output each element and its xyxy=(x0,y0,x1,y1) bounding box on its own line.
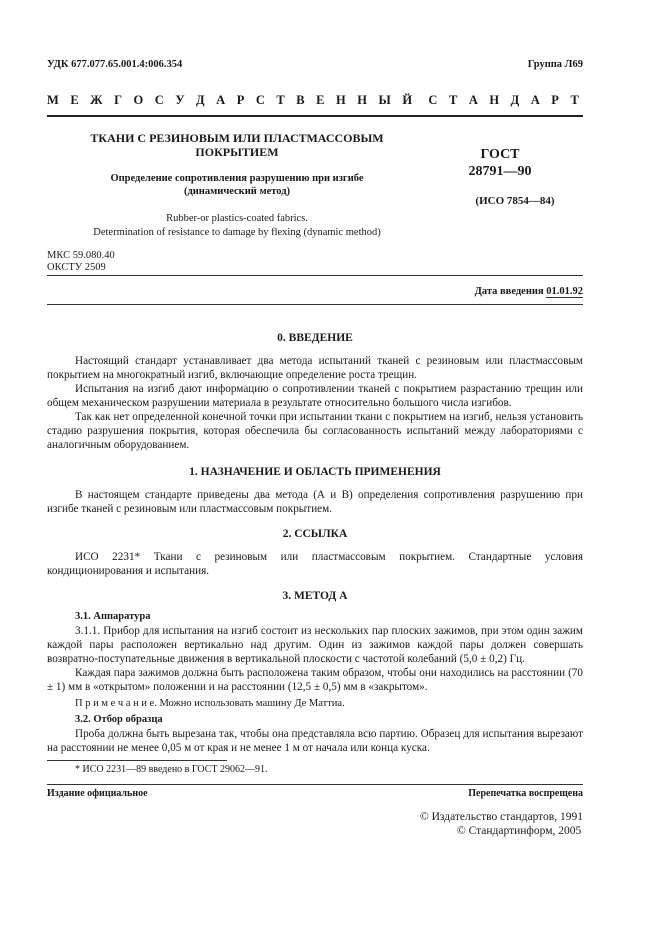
reprint-forbidden: Перепечатка воспрещена xyxy=(468,788,583,799)
section-0-title: 0. ВВЕДЕНИЕ xyxy=(277,332,353,344)
method-note xyxy=(47,697,583,711)
banner-interstate: М Е Ж Г О С У Д А Р С Т В Е Н Н Ы Й xyxy=(47,93,417,107)
header-rule xyxy=(47,115,583,117)
banner-standard: С Т А Н Д А Р Т xyxy=(428,93,583,107)
gost-block xyxy=(420,146,580,180)
title-line2: ПОКРЫТИЕМ xyxy=(195,145,279,159)
subsection-3-1-1-paragraph-2: Каждая пара зажимов должна быть расположена таким образом, чтобы они находились на расстоянии (70 ± 1) мм в «открытом» положении и на расстоянии (12,5 ± 0,5) мм в «закрытом». xyxy=(47,667,583,693)
udk-code: УДК 677.077.65.001.4:006.354 xyxy=(47,59,183,70)
section-3-title: 3. МЕТОД А xyxy=(282,590,348,602)
mks-code: МКС 59.080.40 xyxy=(47,250,115,261)
subtitle-block xyxy=(47,172,427,198)
subsection-3-1-1-paragraph: 3.1.1. Прибор для испытания на изгиб состоит из нескольких пар плоских зажимов, при этом один зажим каждой пары расположен вертикально над другим. Один из зажимов каждой пары должен совершать возвратно-поступательные движения в вертикальной плоскости с частотой колебаний (5,0 ± 0,2) Гц. xyxy=(47,625,583,665)
date-rule xyxy=(47,304,583,305)
gost-label: ГОСТ xyxy=(480,147,520,162)
copyright-line1: © Издательство стандартов, 1991 xyxy=(419,811,583,823)
note-label: П р и м е ч а н и е. xyxy=(75,698,157,709)
footer-rule xyxy=(47,784,583,785)
section-0-paragraph-2: Испытания на изгиб дают информацию о сопротивлении тканей с покрытием разрастанию трещин или общем механическом разрушении материала в результате относительно большого числа изгибов. xyxy=(47,383,583,409)
english-title-block xyxy=(47,212,427,240)
section-1-paragraph-1: В настоящем стандарте приведены два метода (А и В) определения сопротивления разрушению при изгибе тканей с резиновым или пластмассовым покрытием. xyxy=(47,489,583,515)
official-edition: Издание официальное xyxy=(47,788,148,799)
english-title-line2: Determination of resistance to damage by flexing (dynamic method) xyxy=(93,227,381,238)
copyright-line2: © Стандартинформ, 2005 xyxy=(456,825,582,837)
english-title-line1: Rubber-or plastics-coated fabrics. xyxy=(166,213,308,224)
footnote: * ИСО 2231—89 введено в ГОСТ 29062—91. xyxy=(75,764,268,775)
section-2-paragraph-1: ИСО 2231* Ткани с резиновым или пластмассовым покрытием. Стандартные условия кондиционирования и испытания. xyxy=(47,551,583,577)
subsection-3-1-title: 3.1. Аппаратура xyxy=(75,611,151,622)
codes-rule xyxy=(47,275,583,276)
iso-ref: (ИСО 7854—84) xyxy=(475,195,555,207)
intro-date xyxy=(475,286,583,297)
subtitle-line1: Определение сопротивления разрушению при изгибе xyxy=(110,173,364,184)
section-2-title: 2. ССЫЛКА xyxy=(282,528,348,540)
subsection-3-2-paragraph: Проба должна быть вырезана так, чтобы она представляла всю партию. Образец для испытания вырезают на расстоянии не менее 0,05 м от края и не менее 1 м от начала или конца куска. xyxy=(47,728,583,754)
title-block xyxy=(47,131,427,159)
section-1-title: 1. НАЗНАЧЕНИЕ И ОБЛАСТЬ ПРИМЕНЕНИЯ xyxy=(189,466,441,478)
gost-number: 28791—90 xyxy=(468,164,532,179)
note-text: Можно использовать машину Де Маттиа. xyxy=(159,698,345,709)
section-0-paragraph-3: Так как нет определенной конечной точки при испытании ткани с покрытием на изгиб, нельзя установить стадию разрушения покрытия, которая обеспечила бы согласованность испытаний между лабораториями с аналогичным оборудованием. xyxy=(47,411,583,451)
group-code: Группа Л69 xyxy=(527,59,583,70)
section-0-paragraph-1: Настоящий стандарт устанавливает два метода испытаний тканей с резиновым или пластмассовым покрытием на многократный изгиб, включающие определение роста трещин. xyxy=(47,355,583,381)
copyright-block xyxy=(420,810,583,838)
intro-date-value: 01.01.92 xyxy=(546,286,583,297)
footnote-rule xyxy=(47,760,227,761)
codes-block xyxy=(47,250,115,274)
okstu-code: ОКСТУ 2509 xyxy=(47,262,106,273)
document-body xyxy=(47,332,583,755)
intro-date-label: Дата введения xyxy=(474,286,544,297)
title-line1: ТКАНИ С РЕЗИНОВЫМ ИЛИ ПЛАСТМАССОВЫМ xyxy=(90,131,384,145)
subsection-3-2-title: 3.2. Отбор образца xyxy=(75,714,163,725)
subtitle-line2: (динамический метод) xyxy=(183,186,291,197)
